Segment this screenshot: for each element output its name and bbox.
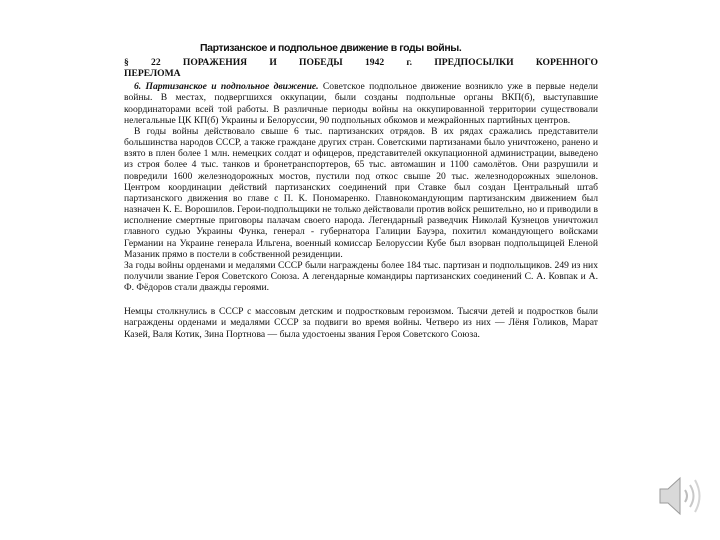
document-page xyxy=(124,57,598,340)
speaker-icon[interactable] xyxy=(656,474,706,518)
sound-wave-middle xyxy=(690,485,694,507)
paragraph-lead: 6. Партизанское и подпольное движение. xyxy=(134,81,319,93)
section-heading: § 22 ПОРАЖЕНИЯ И ПОБЕДЫ 1942 г. ПРЕДПОСЫЛКИ КОРЕННОГО xyxy=(124,57,598,68)
slide-title: Партизанское и подпольное движение в годы войны. xyxy=(200,42,462,54)
paragraph-awards: За годы войны орденами и медалями СССР были награждены более 184 тыс. партизан и подпольщиков. 249 из них получили звание Героя Советского Союза. А легендарные командиры партизанских соединений С. А. Ковпак и А. Ф. Фёдоров стали дважды героями. xyxy=(124,259,598,294)
sound-wave-inner xyxy=(685,490,687,502)
paragraph-text: Советское подпольное движение возникло уже в первые недели войны. В местах, подвергшихся оккупации, были созданы подпольные органы ВКП(б), выступавшие координаторами всей той работы. В различные периоды войны на оккупированной территории существовали нелегальные ЦК КП(б) Украины и Белоруссии, 90 подпольных обкомов и межрайонных партийных центров. xyxy=(124,81,598,126)
paragraph-child-heroes: Немцы столкнулись в СССР с массовым детским и подростковым героизмом. Тысячи детей и подростков были награждены орденами и медалями СССР за подвиги во время войны. Четверо из них — Лёня Голиков, Марат Казей, Валя Котик, Зина Портнова — была удостоены звания Героя Советского Союза. xyxy=(124,306,598,340)
paragraph-underground-movement xyxy=(124,81,598,126)
paragraph-partisan-detachments: В годы войны действовало свыше 6 тыс. партизанских отрядов. В их рядах сражались представители большинства народов СССР, а также граждане других стран. Советскими партизанами было уничтожено, ранено и взято в плен более 1 млн. немецких солдат и офицеров, представителей оккупационной администрации, выведено из строя более 4 тыс. танков и бронетранспортеров, 65 тыс. автомашин и 1100 самолётов. Они разрушили и повредили 1600 железнодорожных мостов, пустили под откос свыше 20 тыс. железнодорожных эшелонов. Центром координации действий партизанских соединений при Ставке был создан Центральный штаб партизанского движения во главе с П. К. Пономаренко. Главнокомандующим партизанским движением был назначен К. Е. Ворошилов. Герои-подпольщики не только действовали против войск решительно, но и приводили в исполнение смертные приговоры палачам своего народа. Легендарный разведчик Николай Кузнецов уничтожил главного судью Украины Функа, генерал - губернатора Галиции Бауэра, похитил командующего войсками Германии на Украине генерала Ильгена, военный комиссар Белоруссии Кубе был взорван подпольщицей Еленой Мазаник прямо в постели в собственной резиденции. xyxy=(124,125,598,260)
section-heading-continued: ПЕРЕЛОМА xyxy=(124,68,181,80)
speaker-body xyxy=(660,478,680,514)
sound-wave-outer xyxy=(695,480,700,512)
